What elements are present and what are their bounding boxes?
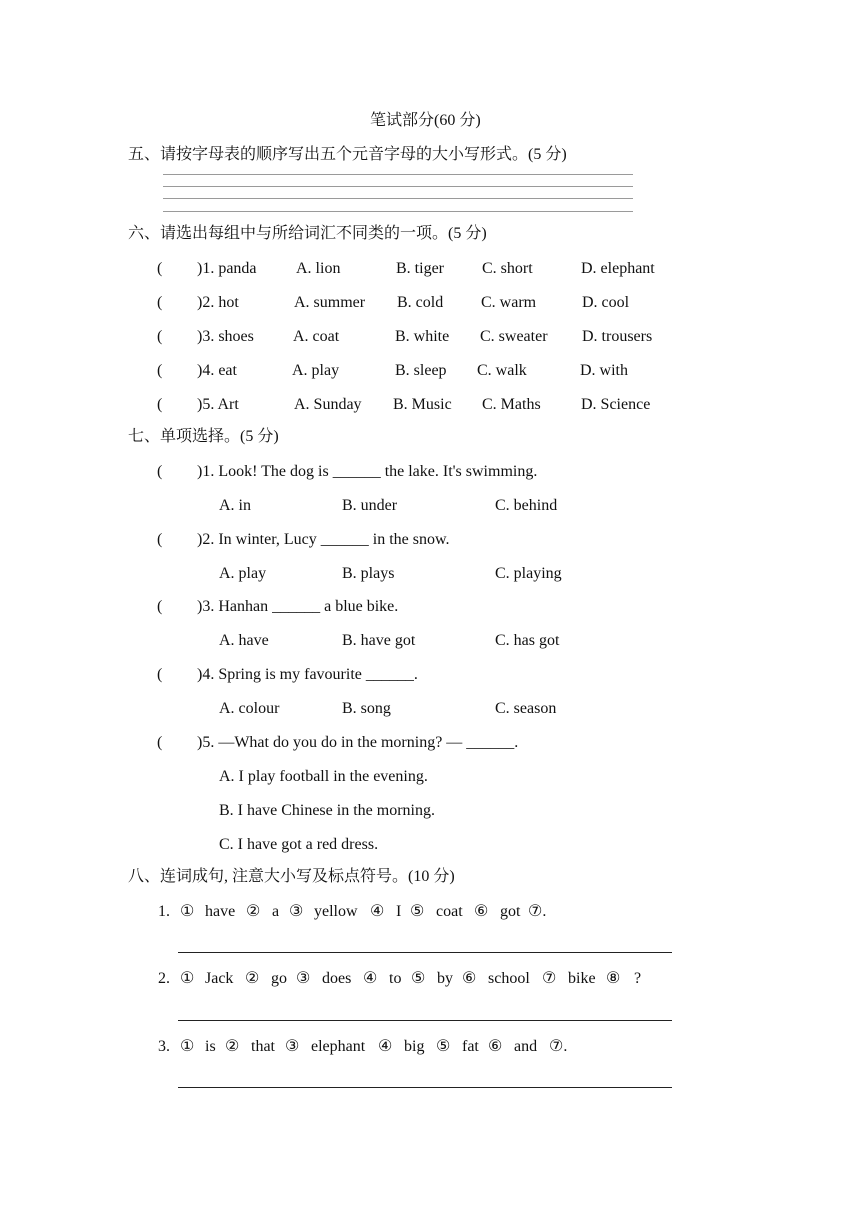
word: school bbox=[488, 970, 530, 987]
word: does bbox=[322, 970, 352, 987]
page-title: 笔试部分(60 分) bbox=[370, 112, 481, 129]
word: to bbox=[389, 970, 402, 987]
option-c: C. walk bbox=[477, 362, 527, 379]
word-marker: ④ bbox=[378, 1038, 393, 1055]
sentence-number: 2. bbox=[158, 970, 170, 987]
word: yellow bbox=[314, 903, 358, 920]
question-word: )2. hot bbox=[197, 294, 239, 311]
option-a: A. summer bbox=[294, 294, 366, 311]
sentence-number: 3. bbox=[158, 1038, 170, 1055]
question-stem: )3. Hanhan ______ a blue bike. bbox=[197, 598, 399, 615]
word-marker: ④ bbox=[370, 903, 385, 920]
word-marker: ④ bbox=[363, 970, 378, 987]
word: that bbox=[251, 1038, 275, 1055]
option-a: A. colour bbox=[219, 700, 280, 717]
word: Jack bbox=[205, 970, 234, 987]
word-marker: ① bbox=[180, 1038, 195, 1055]
word: I bbox=[396, 903, 402, 920]
writing-line bbox=[163, 198, 633, 199]
option-b: B. Music bbox=[393, 396, 452, 413]
word-marker: ① bbox=[180, 903, 195, 920]
option-d: D. Science bbox=[581, 396, 651, 413]
section-5-heading: 五、请按字母表的顺序写出五个元音字母的大小写形式。(5 分) bbox=[128, 146, 567, 163]
answer-paren[interactable]: ( bbox=[157, 666, 163, 683]
answer-paren[interactable]: ( bbox=[157, 328, 163, 345]
word: and bbox=[514, 1038, 538, 1055]
answer-paren[interactable]: ( bbox=[157, 362, 163, 379]
option-c: C. playing bbox=[495, 565, 562, 582]
word-marker: ⑤ bbox=[411, 970, 426, 987]
answer-line[interactable] bbox=[178, 952, 672, 953]
section-8-heading: 八、连词成句, 注意大小写及标点符号。(10 分) bbox=[128, 868, 455, 885]
option-b: B. sleep bbox=[395, 362, 447, 379]
word: ? bbox=[634, 970, 642, 987]
option-b: B. song bbox=[342, 700, 391, 717]
word: bike bbox=[568, 970, 596, 987]
word: fat bbox=[462, 1038, 479, 1055]
option-b: B. white bbox=[395, 328, 450, 345]
option-d: D. trousers bbox=[582, 328, 653, 345]
option-c: C. Maths bbox=[482, 396, 541, 413]
word-marker: ③ bbox=[285, 1038, 300, 1055]
writing-line bbox=[163, 186, 633, 187]
section-7-heading: 七、单项选择。(5 分) bbox=[128, 428, 279, 445]
question-word: )1. panda bbox=[197, 260, 257, 277]
option-d: D. with bbox=[580, 362, 628, 379]
option-a: A. I play football in the evening. bbox=[219, 768, 428, 785]
word: by bbox=[437, 970, 453, 987]
answer-paren[interactable]: ( bbox=[157, 396, 163, 413]
answer-paren[interactable]: ( bbox=[157, 598, 163, 615]
word-marker: ⑥ bbox=[462, 970, 477, 987]
word-marker: ③ bbox=[289, 903, 304, 920]
section-6-heading: 六、请选出每组中与所给词汇不同类的一项。(5 分) bbox=[128, 225, 487, 242]
question-stem: )2. In winter, Lucy ______ in the snow. bbox=[197, 531, 450, 548]
word-marker: ② bbox=[245, 970, 260, 987]
answer-line[interactable] bbox=[178, 1087, 672, 1088]
option-a: A. coat bbox=[293, 328, 340, 345]
word-marker: ⑤ bbox=[436, 1038, 451, 1055]
question-word: )5. Art bbox=[197, 396, 239, 413]
option-b: B. plays bbox=[342, 565, 395, 582]
answer-paren[interactable]: ( bbox=[157, 734, 163, 751]
word-marker: ⑤ bbox=[410, 903, 425, 920]
word-marker: ⑦. bbox=[549, 1038, 568, 1055]
word: have bbox=[205, 903, 236, 920]
sentence-number: 1. bbox=[158, 903, 170, 920]
option-b: B. under bbox=[342, 497, 398, 514]
question-word: )3. shoes bbox=[197, 328, 254, 345]
word: elephant bbox=[311, 1038, 366, 1055]
word: go bbox=[271, 970, 287, 987]
question-stem: )4. Spring is my favourite ______. bbox=[197, 666, 418, 683]
option-c: C. short bbox=[482, 260, 533, 277]
writing-line bbox=[163, 211, 633, 212]
answer-paren[interactable]: ( bbox=[157, 294, 163, 311]
option-a: A. in bbox=[219, 497, 251, 514]
option-c: C. warm bbox=[481, 294, 537, 311]
option-a: A. play bbox=[292, 362, 340, 379]
option-d: D. elephant bbox=[581, 260, 655, 277]
option-b: B. tiger bbox=[396, 260, 444, 277]
option-d: D. cool bbox=[582, 294, 630, 311]
question-word: )4. eat bbox=[197, 362, 237, 379]
writing-line bbox=[163, 174, 633, 175]
word-marker: ⑦ bbox=[542, 970, 557, 987]
option-a: A. play bbox=[219, 565, 267, 582]
question-stem: )1. Look! The dog is ______ the lake. It's swimming. bbox=[197, 463, 538, 480]
option-c: C. has got bbox=[495, 632, 560, 649]
word-marker: ② bbox=[225, 1038, 240, 1055]
answer-paren[interactable]: ( bbox=[157, 531, 163, 548]
word-marker: ⑥ bbox=[474, 903, 489, 920]
word-marker: ② bbox=[246, 903, 261, 920]
word-marker: ⑥ bbox=[488, 1038, 503, 1055]
answer-paren[interactable]: ( bbox=[157, 260, 163, 277]
option-b: B. cold bbox=[397, 294, 444, 311]
word: big bbox=[404, 1038, 425, 1055]
option-a: A. Sunday bbox=[294, 396, 362, 413]
word-marker: ① bbox=[180, 970, 195, 987]
word-marker: ⑦. bbox=[528, 903, 547, 920]
option-a: A. have bbox=[219, 632, 269, 649]
word-marker: ③ bbox=[296, 970, 311, 987]
option-c: C. sweater bbox=[480, 328, 548, 345]
word: a bbox=[272, 903, 280, 920]
option-c: C. behind bbox=[495, 497, 558, 514]
word-marker: ⑧ bbox=[606, 970, 621, 987]
option-c: C. season bbox=[495, 700, 557, 717]
word: is bbox=[205, 1038, 216, 1055]
word: got bbox=[500, 903, 521, 920]
option-a: A. lion bbox=[296, 260, 341, 277]
answer-paren[interactable]: ( bbox=[157, 463, 163, 480]
option-c: C. I have got a red dress. bbox=[219, 836, 379, 853]
word: coat bbox=[436, 903, 463, 920]
option-b: B. I have Chinese in the morning. bbox=[219, 802, 435, 819]
option-b: B. have got bbox=[342, 632, 416, 649]
answer-line[interactable] bbox=[178, 1020, 672, 1021]
question-stem: )5. —What do you do in the morning? — ______. bbox=[197, 734, 519, 751]
